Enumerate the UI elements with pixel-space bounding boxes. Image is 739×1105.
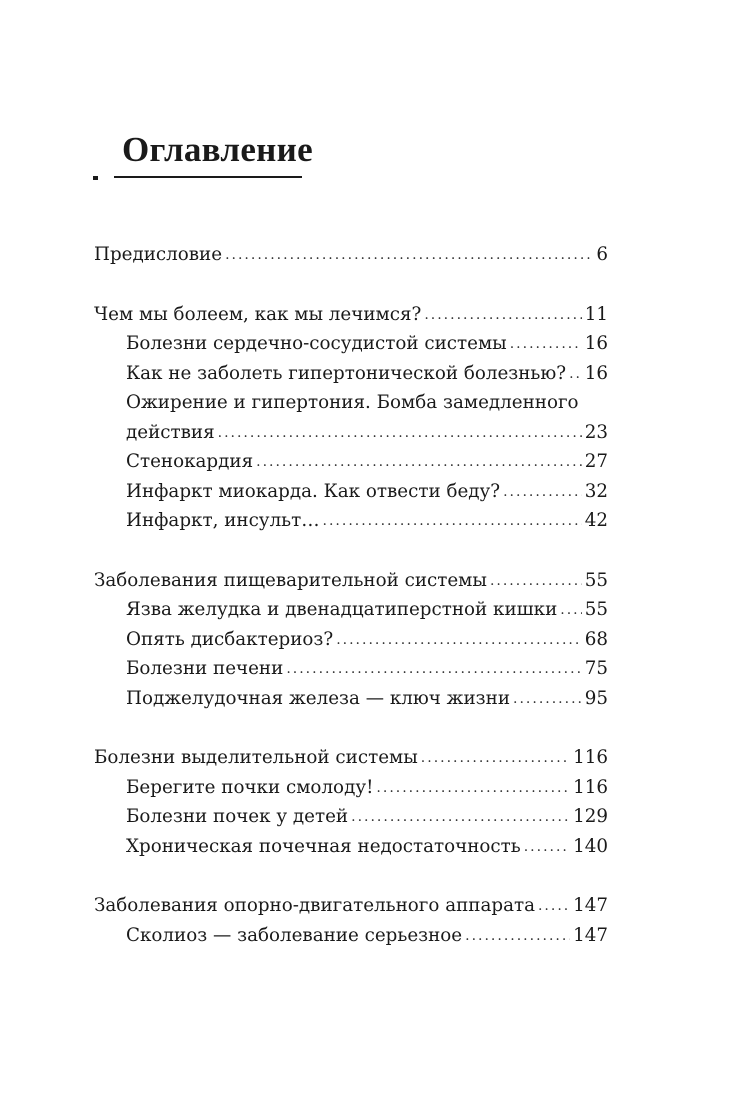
dot-leader <box>465 922 570 952</box>
toc-entry[interactable] <box>94 595 608 625</box>
toc-entry-page-number: 16 <box>584 362 608 384</box>
dot-leader <box>524 833 570 863</box>
toc-entry-title: Язва желудка и двенадцатиперстной кишки <box>126 599 558 620</box>
toc-entry[interactable] <box>94 300 608 330</box>
toc-entry-page-number: 55 <box>584 569 608 591</box>
toc-entry[interactable] <box>94 566 608 596</box>
toc-entry-page-number: 95 <box>584 687 608 709</box>
toc-entry-title: Сколиоз — заболевание серьезное <box>126 924 463 946</box>
toc-entry[interactable] <box>94 240 608 270</box>
page-title: Оглавление <box>122 130 313 169</box>
toc-entry[interactable] <box>94 329 608 359</box>
toc-entry-page-number: 116 <box>573 747 608 768</box>
toc-entry[interactable] <box>94 359 608 389</box>
dot-leader <box>256 448 582 478</box>
dot-leader <box>421 744 570 774</box>
dot-leader <box>351 803 570 833</box>
toc-entry-title: Инфаркт миокарда. Как отвести беду? <box>126 480 501 502</box>
dot-leader <box>503 478 582 508</box>
toc-entry-page-number: 6 <box>596 244 608 265</box>
heading-marker <box>93 176 98 180</box>
toc-entry-page-number: 42 <box>584 510 608 531</box>
toc-entry-title: Болезни печени <box>126 658 284 679</box>
toc-entry-page-number: 55 <box>584 599 608 620</box>
dot-leader <box>538 892 570 922</box>
toc-entry-page-number: 75 <box>584 658 608 679</box>
toc-entry[interactable] <box>94 447 608 477</box>
toc-entry[interactable] <box>94 418 608 448</box>
toc-entry-page-number: 116 <box>573 776 608 798</box>
toc-entry-line: Ожирение и гипертония. Бомба замедленного <box>126 392 579 413</box>
toc-entry-title: Опять дисбактериоз? <box>126 628 334 650</box>
toc-entry[interactable] <box>94 802 608 832</box>
toc-entry-title: действия <box>126 421 215 443</box>
dot-leader <box>225 241 593 271</box>
toc-entry-title: Чем мы болеем, как мы лечимся? <box>94 303 422 325</box>
dot-leader <box>323 507 582 537</box>
toc-entry[interactable] <box>94 773 608 803</box>
toc-entry-page-number: 16 <box>584 333 608 354</box>
toc-entry[interactable] <box>94 891 608 921</box>
dot-leader <box>513 685 582 715</box>
toc-entry[interactable] <box>94 477 608 507</box>
dot-leader <box>569 360 582 390</box>
toc-section <box>94 240 608 270</box>
toc-entry-title: Заболевания опорно-двигательного аппарата <box>94 895 535 916</box>
toc-entry[interactable] <box>94 506 608 536</box>
toc-entry-title: Болезни выделительной системы <box>94 747 418 768</box>
toc-entry-title: Берегите почки смолоду! <box>126 776 374 798</box>
toc-entry-page-number: 32 <box>584 480 608 502</box>
heading-underline <box>114 176 302 178</box>
toc-entry-title: Болезни сердечно-сосудистой системы <box>126 333 507 354</box>
toc-entry-page-number: 27 <box>584 451 608 472</box>
toc-entry-title: Поджелудочная железа — ключ жизни <box>126 687 511 709</box>
dot-leader <box>286 655 581 685</box>
toc-entry-page-number: 147 <box>573 895 608 916</box>
toc-section <box>94 743 608 861</box>
toc-entry-page-number: 23 <box>584 421 608 443</box>
toc-entry-title: Хроническая почечная недостаточность <box>126 835 521 857</box>
toc-entry-title: Предисловие <box>94 244 223 265</box>
dot-leader <box>560 596 581 626</box>
toc-entry[interactable] <box>94 625 608 655</box>
dot-leader <box>510 330 582 360</box>
toc-entry-page-number: 129 <box>573 806 608 827</box>
toc-entry-page-number: 140 <box>573 835 608 857</box>
toc-entry-title: Заболевания пищеварительной системы <box>94 569 487 591</box>
toc-entry[interactable] <box>94 654 608 684</box>
toc-entry-title: Стенокардия <box>126 451 254 472</box>
dot-leader <box>424 301 581 331</box>
toc-section <box>94 566 608 714</box>
toc-entry-page-number: 147 <box>573 924 608 946</box>
dot-leader <box>490 567 582 597</box>
toc-entry-title: Как не заболеть гипертонической болезнью? <box>126 362 567 384</box>
toc-entry[interactable] <box>94 832 608 862</box>
toc-entry-title: Болезни почек у детей <box>126 806 349 827</box>
toc-entry[interactable] <box>94 684 608 714</box>
toc-entry[interactable] <box>94 921 608 951</box>
toc-section <box>94 300 608 536</box>
toc-entry[interactable] <box>94 743 608 773</box>
toc-entry-page-number: 11 <box>584 303 608 325</box>
dot-leader <box>336 626 582 656</box>
toc-section <box>94 891 608 950</box>
dot-leader <box>376 774 570 804</box>
dot-leader <box>218 419 582 449</box>
table-of-contents <box>94 240 608 980</box>
toc-entry-title: Инфаркт, инсульт… <box>126 510 320 531</box>
toc-entry-page-number: 68 <box>584 628 608 650</box>
